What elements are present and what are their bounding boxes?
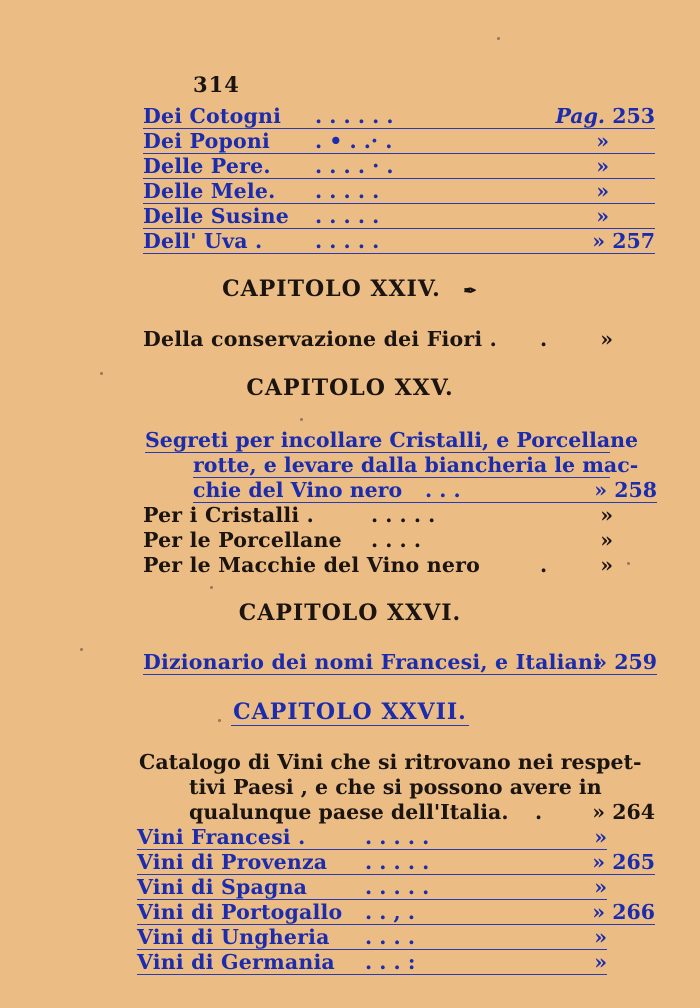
- toc-entry[interactable]: [137, 825, 607, 850]
- entry-dots: .: [540, 327, 548, 351]
- entry-label: Vini Francesi .: [137, 825, 306, 849]
- entry-label: Delle Pere.: [143, 154, 271, 178]
- toc-entry[interactable]: [143, 179, 655, 204]
- entry-dots: . . . :: [365, 950, 416, 974]
- paper-speck: [627, 562, 630, 565]
- entry-dots: . . . .: [371, 528, 421, 552]
- paragraph-line: Catalogo di Vini che si ritrovano nei respet-: [139, 750, 642, 774]
- chapter-heading: [0, 375, 700, 401]
- entry-dots: .: [540, 553, 548, 577]
- entry-ref: » 264: [592, 800, 655, 824]
- entry-ref: »: [594, 925, 607, 949]
- toc-entry[interactable]: [143, 154, 655, 179]
- entry-label: Delle Susine: [143, 204, 289, 228]
- page-number: 314: [193, 72, 240, 97]
- entry-ref: »: [600, 327, 613, 351]
- paragraph-line: tivi Paesi , e che si possono avere in: [189, 775, 602, 799]
- toc-entry[interactable]: [137, 950, 607, 975]
- toc-entry[interactable]: [143, 327, 613, 351]
- entry-dots: . . . . · .: [315, 154, 394, 178]
- paragraph-line: rotte, e levare dalla biancheria le mac-: [193, 453, 639, 477]
- toc-entry[interactable]: [137, 875, 607, 900]
- entry-label: Dei Cotogni: [143, 104, 282, 128]
- entry-ref: » 266: [592, 900, 655, 924]
- paragraph-text: qualunque paese dell'Italia.: [189, 800, 509, 824]
- toc-entry[interactable]: [137, 900, 655, 925]
- entry-ref: »: [594, 875, 607, 899]
- entry-label: Vini di Portogallo: [137, 900, 343, 924]
- page-ref-number: 253: [612, 104, 655, 128]
- toc-entry[interactable]: [143, 129, 655, 154]
- entry-ref: »: [594, 825, 607, 849]
- paper-speck: [300, 418, 303, 421]
- toc-entry[interactable]: [137, 925, 607, 950]
- entry-label: Delle Mele.: [143, 179, 276, 203]
- entry-ref: [596, 129, 609, 153]
- paper-speck: [218, 719, 221, 722]
- paragraph-line: Segreti per incollare Cristalli, e Porcellane: [145, 428, 639, 452]
- entry-ref: »: [600, 553, 613, 577]
- chapter-heading-text: CAPITOLO XXV.: [246, 375, 454, 401]
- ditto-mark: »: [596, 204, 609, 228]
- entry-label: Dell' Uva .: [143, 229, 263, 253]
- ditto-mark: »: [596, 129, 609, 153]
- toc-entry[interactable]: [143, 104, 655, 129]
- entry-dots: . . . . .: [365, 825, 430, 849]
- paper-speck: [497, 37, 500, 40]
- entry-ref: »: [594, 950, 607, 974]
- entry-ref: [596, 154, 609, 178]
- toc-entry[interactable]: [143, 204, 655, 229]
- ditto-mark: »: [596, 179, 609, 203]
- entry-ref: »: [600, 528, 613, 552]
- entry-ref: » 258: [594, 478, 657, 502]
- ditto-mark: »: [596, 154, 609, 178]
- entry-ref: »: [600, 503, 613, 527]
- entry-dots: . . . . .: [315, 204, 380, 228]
- entry-dots: . . . . .: [371, 503, 436, 527]
- entry-ref: » 259: [594, 650, 657, 674]
- chapter-heading: [0, 699, 700, 725]
- paragraph-line: [193, 478, 657, 503]
- toc-entry[interactable]: [137, 850, 655, 875]
- entry-dots: . . . .: [365, 925, 415, 949]
- entry-dots: . . . . .: [365, 850, 430, 874]
- entry-dots: . . . . .: [315, 179, 380, 203]
- page-abbrev: Pag.: [555, 104, 606, 128]
- pen-nib-mark: ✒: [463, 281, 478, 300]
- entry-label: Vini di Provenza: [137, 850, 328, 874]
- toc-entry[interactable]: [143, 553, 613, 577]
- ditto-mark: »: [592, 229, 606, 253]
- entry-label: Per le Porcellane: [143, 528, 342, 552]
- entry-dots: . . . . .: [365, 875, 430, 899]
- toc-entry[interactable]: [143, 650, 657, 675]
- entry-label: Per le Macchie del Vino nero: [143, 553, 480, 577]
- entry-label: Vini di Ungheria: [137, 925, 330, 949]
- chapter-heading-text: CAPITOLO XXVI.: [238, 600, 462, 626]
- entry-dots: . . , .: [365, 900, 415, 924]
- paper-speck: [100, 372, 103, 375]
- entry-label: Dei Poponi: [143, 129, 270, 153]
- page-ref-number: 257: [612, 229, 655, 253]
- entry-label: Vini di Spagna: [137, 875, 308, 899]
- entry-dots: . • . .· .: [315, 129, 393, 153]
- chapter-heading-text: CAPITOLO XXVII.: [233, 699, 467, 725]
- entry-ref: [555, 104, 655, 128]
- entry-ref: [596, 179, 609, 203]
- entry-dots: . . . . . .: [315, 104, 394, 128]
- paper-speck: [210, 586, 213, 589]
- chapter-heading: [0, 600, 700, 626]
- chapter-heading: [0, 276, 700, 302]
- toc-entry[interactable]: [143, 528, 613, 552]
- entry-ref: [596, 204, 609, 228]
- chapter-heading-text: CAPITOLO XXIV.: [222, 276, 441, 302]
- paragraph-text: chie del Vino nero: [193, 478, 403, 502]
- entry-label: Vini di Germania: [137, 950, 335, 974]
- toc-entry[interactable]: [143, 229, 655, 254]
- entry-label: Dizionario dei nomi Francesi, e Italiani: [143, 650, 602, 674]
- entry-ref: » 265: [592, 850, 655, 874]
- entry-dots: . . . . .: [315, 229, 380, 253]
- paper-speck: [80, 648, 83, 651]
- entry-dots: . . .: [425, 478, 461, 502]
- entry-dots: .: [535, 800, 543, 824]
- entry-ref: [592, 229, 655, 253]
- entry-label: Della conservazione dei Fiori .: [143, 327, 498, 351]
- paragraph-line: [189, 800, 655, 824]
- entry-label: Per i Cristalli .: [143, 503, 315, 527]
- toc-entry[interactable]: [143, 503, 613, 527]
